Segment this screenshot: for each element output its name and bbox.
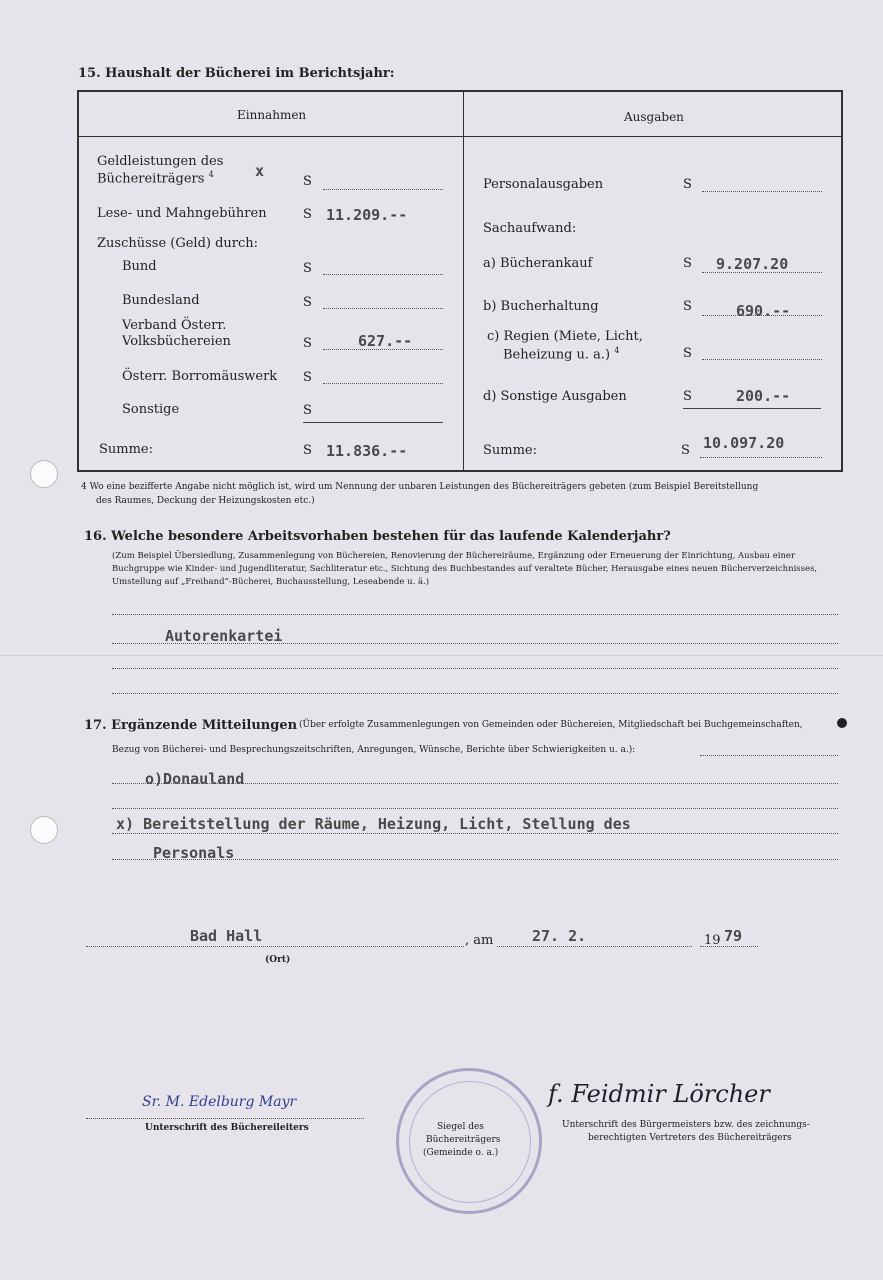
regien-label: c) Regien (Miete, Licht, <box>487 329 643 344</box>
answer-line <box>700 755 838 756</box>
expense-sum-label: Summe: <box>483 443 538 458</box>
currency-s: S <box>683 256 692 271</box>
expense-sum-value: 10.097.20 <box>703 434 785 452</box>
bund-label: Bund <box>122 259 157 274</box>
income-sum-value: 11.836.-- <box>326 442 408 460</box>
bund-field <box>323 274 443 275</box>
verband-label-2: Volksbüchereien <box>122 334 231 349</box>
zuschuesse-label: Zuschüsse (Geld) durch: <box>97 236 259 251</box>
income-header: Einnahmen <box>237 108 307 122</box>
budget-table <box>77 90 843 472</box>
buecherankauf-value: 9.207.20 <box>716 255 789 273</box>
bucherhaltung-value: 690.-- <box>736 302 791 320</box>
year-suffix: 79 <box>724 927 743 945</box>
answer-line <box>112 614 838 615</box>
year-field <box>700 946 758 947</box>
answer-line <box>112 693 838 694</box>
personal-label: Personalausgaben <box>483 177 604 192</box>
geldleistungen-label-2: Büchereiträgers $^4$ <box>97 170 214 187</box>
sonstige-ausgaben-value: 200.-- <box>736 387 791 405</box>
currency-s: S <box>303 207 312 222</box>
librarian-signature: Sr. M. Edelburg Mayr <box>142 1094 297 1110</box>
footnote-line-1: 4 Wo eine bezifferte Angabe nicht möglich ist, wird um Nennung der unbaren Leistungen des Büchereiträgers gebeten (zum Beispiel Bereitstellung <box>81 482 759 492</box>
geldleistungen-field <box>323 189 443 190</box>
section-17-answer-3: Personals <box>153 844 235 862</box>
borromaeus-field <box>323 383 443 384</box>
place-field <box>86 946 464 947</box>
mayor-label-2: berechtigten Vertreters des Büchereiträgers <box>588 1133 792 1143</box>
currency-s: S <box>303 403 312 418</box>
sonstige-ausgaben-rule <box>683 408 821 409</box>
section-17-title: 17. Ergänzende Mitteilungen <box>84 718 298 733</box>
mayor-signature: f. Feidmir Lörcher <box>548 1080 770 1108</box>
answer-line <box>112 833 838 834</box>
place-value: Bad Hall <box>190 927 263 945</box>
table-header-rule <box>79 136 841 137</box>
geldleistungen-mark: x <box>255 162 265 180</box>
buecherankauf-label: a) Bücherankauf <box>483 256 593 271</box>
bundesland-field <box>323 308 443 309</box>
lesegebuehren-label: Lese- und Mahngebühren <box>97 206 267 221</box>
income-sum-label: Summe: <box>99 442 154 457</box>
currency-s: S <box>303 295 312 310</box>
date-field <box>497 946 692 947</box>
date-value: 27. 2. <box>532 927 587 945</box>
seal-label-2: Büchereiträgers <box>426 1135 501 1145</box>
answer-line <box>112 643 838 644</box>
bundesland-label: Bundesland <box>122 293 200 308</box>
table-divider <box>463 92 464 470</box>
expense-header: Ausgaben <box>624 110 684 124</box>
seal-label-3: (Gemeinde o. a.) <box>423 1148 499 1158</box>
regien-label-2: Beheizung u. a.) $^4$ <box>503 346 620 363</box>
expense-sum-field <box>700 457 822 458</box>
answer-line <box>112 808 838 809</box>
footnote-line-2: des Raumes, Deckung der Heizungskosten etc.) <box>96 496 315 506</box>
answer-line <box>112 783 838 784</box>
sonstige-label: Sonstige <box>122 402 180 417</box>
section-15-title: 15. Haushalt der Bücherei im Berichtsjahr: <box>78 66 395 81</box>
verband-value: 627.-- <box>358 332 413 350</box>
sonstige-rule <box>303 422 443 423</box>
currency-s: S <box>681 443 690 458</box>
paper-fold <box>0 655 883 656</box>
seal-label-1: Siegel des <box>437 1122 484 1132</box>
currency-s: S <box>683 346 692 361</box>
punch-hole <box>30 816 58 844</box>
section-17-answer-2: x) Bereitstellung der Räume, Heizung, Licht, Stellung des <box>116 815 631 833</box>
currency-s: S <box>303 370 312 385</box>
personal-field <box>702 191 822 192</box>
librarian-signature-line <box>86 1118 364 1119</box>
currency-s: S <box>303 174 312 189</box>
currency-s: S <box>683 299 692 314</box>
section-16-hint: (Zum Beispiel Übersiedlung, Zusammenlegung von Büchereien, Renovierung der Büchereiräume, Ergänzung oder Erneuerung der Einrichtung, Ausbau einer Buchgruppe wie Kinder- und Jugendliteratur, Sachliteratur etc., Sichtung des Buchbestandes auf veraltete Bücher, Herausgabe eines neuen Bücherverzeichnisses, Umstellung auf „Freihand“-Bücherei, Buchausstellung, Leseabende u. ä.) <box>112 551 818 587</box>
currency-s: S <box>303 261 312 276</box>
section-16-title: 16. Welche besondere Arbeitsvorhaben bestehen für das laufende Kalenderjahr? <box>84 529 671 544</box>
bucherhaltung-label: b) Bucherhaltung <box>483 299 599 314</box>
section-17-answer-1: o)Donauland <box>145 770 245 788</box>
mayor-label-1: Unterschrift des Bürgermeisters bzw. des zeichnungs- <box>562 1120 810 1130</box>
section-17-hint-1: (Über erfolgte Zusammenlegungen von Gemeinden oder Büchereien, Mitgliedschaft bei Buchgemeinschaften, <box>299 720 803 730</box>
sonstige-ausgaben-label: d) Sonstige Ausgaben <box>483 389 627 404</box>
currency-s: S <box>303 443 312 458</box>
librarian-label: Unterschrift des Büchereileiters <box>145 1123 309 1133</box>
section-17-hint-2: Bezug von Bücherei- und Besprechungszeitschriften, Anregungen, Wünsche, Berichte über Schwierigkeiten u. a.): <box>112 745 636 755</box>
lesegebuehren-value: 11.209.-- <box>326 206 408 224</box>
section-16-answer: Autorenkartei <box>165 627 283 645</box>
currency-s: S <box>683 389 692 404</box>
answer-line <box>112 668 838 669</box>
currency-s: S <box>683 177 692 192</box>
sachaufwand-label: Sachaufwand: <box>483 221 577 236</box>
date-am-label: , am <box>465 933 494 948</box>
punch-hole <box>30 460 58 488</box>
borromaeus-label: Österr. Borromäuswerk <box>122 369 278 384</box>
year-prefix: 19 <box>704 933 721 948</box>
verband-label: Verband Österr. <box>122 318 227 333</box>
bullet-dot <box>837 718 847 728</box>
place-label: (Ort) <box>265 955 291 965</box>
currency-s: S <box>303 336 312 351</box>
answer-line <box>112 859 838 860</box>
geldleistungen-label: Geldleistungen des <box>97 154 224 169</box>
regien-field <box>702 359 822 360</box>
